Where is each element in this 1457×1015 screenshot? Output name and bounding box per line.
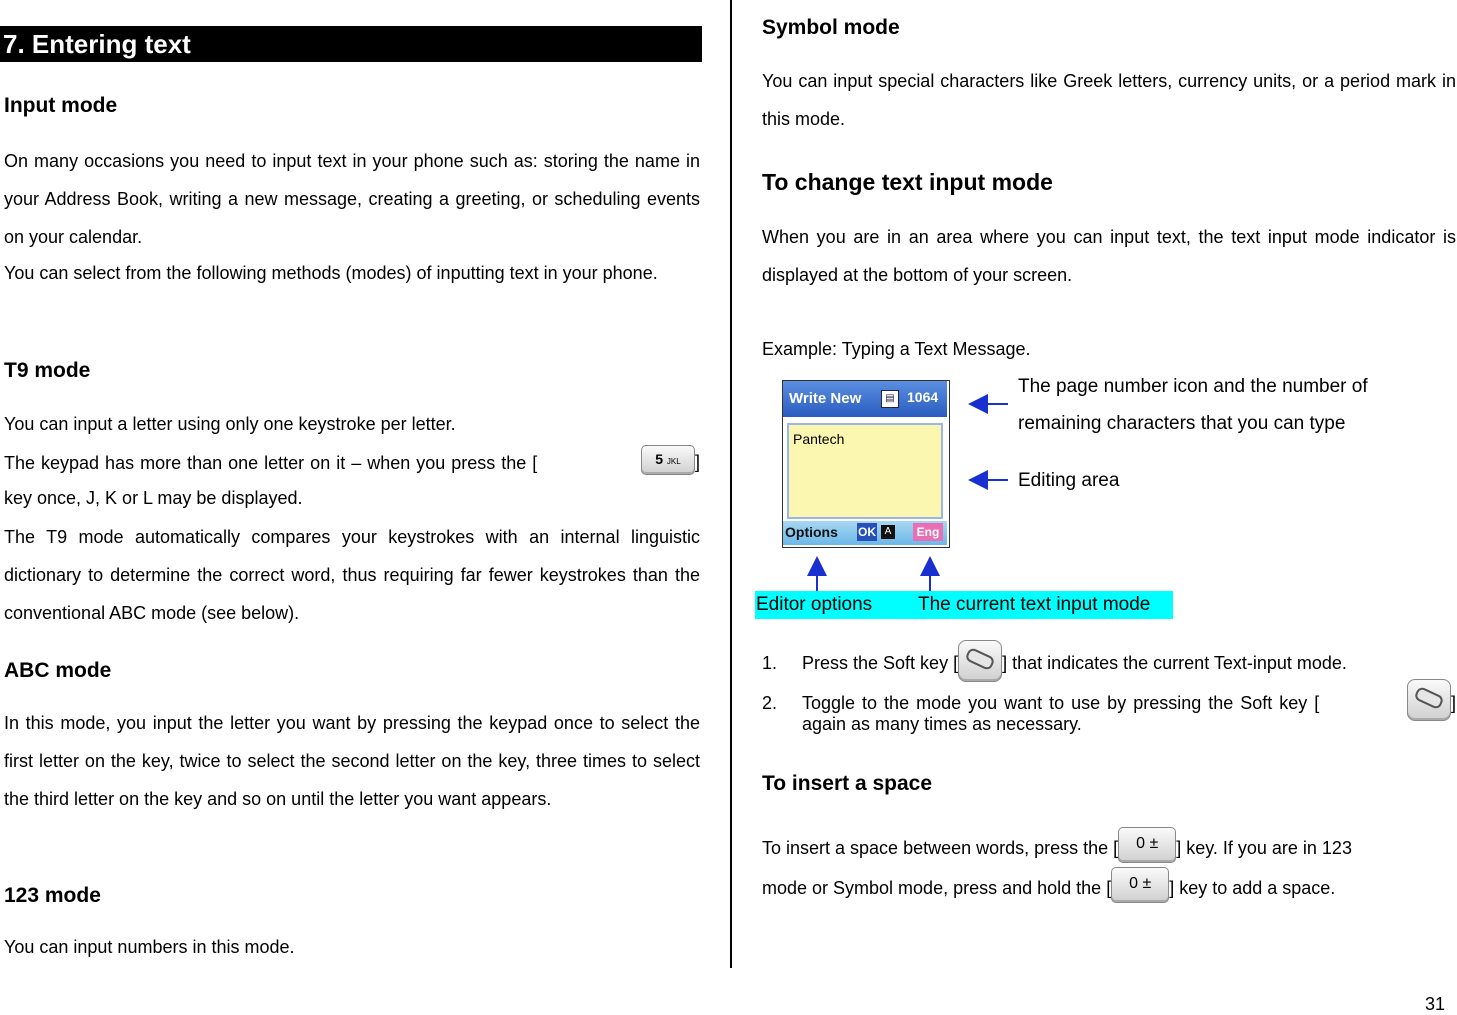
- phone-edit-text: Pantech: [793, 431, 845, 447]
- step-1-num: 1.: [762, 652, 778, 673]
- remaining-count: 1064: [907, 389, 939, 405]
- step-1-after: ] that indicates the current Text-input mode.: [1002, 652, 1347, 673]
- key5-label: 5: [655, 451, 664, 467]
- space-heading: To insert a space: [762, 772, 933, 795]
- callout-page-number-2: remaining characters that you can type: [1018, 413, 1346, 434]
- key0-label: 0 ±: [1136, 835, 1159, 852]
- change-heading: To change text input mode: [762, 169, 1053, 195]
- input-mode-para1: On many occasions you need to input text in your phone such as: storing the name in your Address Book, writing a new message, creating a greeting, or scheduling events on your calendar.: [4, 151, 700, 247]
- step-1-before: Press the Soft key [: [802, 652, 959, 673]
- phone-options-label: Options: [785, 524, 838, 540]
- abc-heading: ABC mode: [4, 659, 112, 682]
- key5-sub: JKL: [666, 457, 681, 466]
- num-heading: 123 mode: [4, 884, 101, 907]
- callout-current-mode: The current text input mode: [918, 594, 1151, 615]
- phone-ok-label: OK: [858, 525, 876, 539]
- chapter-title: 7. Entering text: [0, 26, 702, 62]
- step-2-num: 2.: [762, 692, 778, 713]
- symbol-heading: Symbol mode: [762, 16, 900, 39]
- num-para: You can input numbers in this mode.: [4, 937, 295, 957]
- key-0-icon: [1111, 867, 1169, 903]
- space-l1-before: To insert a space between words, press the [: [762, 837, 1119, 858]
- space-l2-after: ] key to add a space.: [1169, 877, 1336, 898]
- callout-editor-options: Editor options: [756, 594, 873, 615]
- key0-label: 0 ±: [1129, 875, 1152, 892]
- t9-para3: The T9 mode automatically compares your keystrokes with an internal linguistic dictionary to determine the correct word, thus requiring far fewer keystrokes than the conventional ABC mode (see below).: [4, 527, 700, 623]
- space-line2: [762, 870, 1335, 906]
- symbol-para: You can input special characters like Greek letters, currency units, or a period mark in this mode.: [762, 71, 1456, 129]
- phone-title-text: Write New: [789, 390, 862, 407]
- callout-editing-area: Editing area: [1018, 470, 1120, 491]
- input-mode-heading: Input mode: [4, 94, 118, 117]
- soft-key-icon: [958, 640, 1002, 682]
- step-2-after: ]: [1450, 692, 1456, 713]
- space-l2-before: mode or Symbol mode, press and hold the [: [762, 877, 1112, 898]
- t9-heading: T9 mode: [4, 359, 91, 382]
- t9-para2-close: ]: [694, 451, 700, 472]
- example-label: Example: Typing a Text Message.: [762, 339, 1031, 359]
- abc-para: In this mode, you input the letter you want by pressing the keypad once to select the first letter on the key, twice to select the second letter on the key, three times to select the third letter on the key and so on until the letter you want appears.: [4, 713, 700, 809]
- key-0-icon: [1118, 827, 1176, 863]
- phone-eng-mode: Eng: [913, 523, 943, 541]
- step-2-before: Toggle to the mode you want to use by pressing the Soft key [: [802, 692, 1320, 713]
- soft-key-icon: [1407, 679, 1451, 721]
- input-mode-para2: You can select from the following methods (modes) of inputting text in your phone.: [4, 263, 658, 283]
- t9-para1: You can input a letter using only one keystroke per letter.: [4, 414, 456, 434]
- step-1: [762, 643, 1347, 685]
- step-2-line2: again as many times as necessary.: [802, 714, 1082, 734]
- page-number: 31: [1424, 994, 1445, 1014]
- t9-para2-text: The keypad has more than one letter on it – when you press the [: [4, 452, 538, 473]
- change-para: When you are in an area where you can input text, the text input mode indicator is displayed at the bottom of your screen.: [762, 227, 1456, 285]
- page-number-icon: ▤: [881, 390, 899, 408]
- space-l1-after: ] key. If you are in 123: [1176, 837, 1352, 858]
- t9-para2-line2: key once, J, K or L may be displayed.: [4, 488, 303, 508]
- phone-a-indicator: A: [881, 525, 895, 539]
- space-line1: [762, 830, 1456, 866]
- callout-page-number-1: The page number icon and the number of: [1018, 376, 1368, 397]
